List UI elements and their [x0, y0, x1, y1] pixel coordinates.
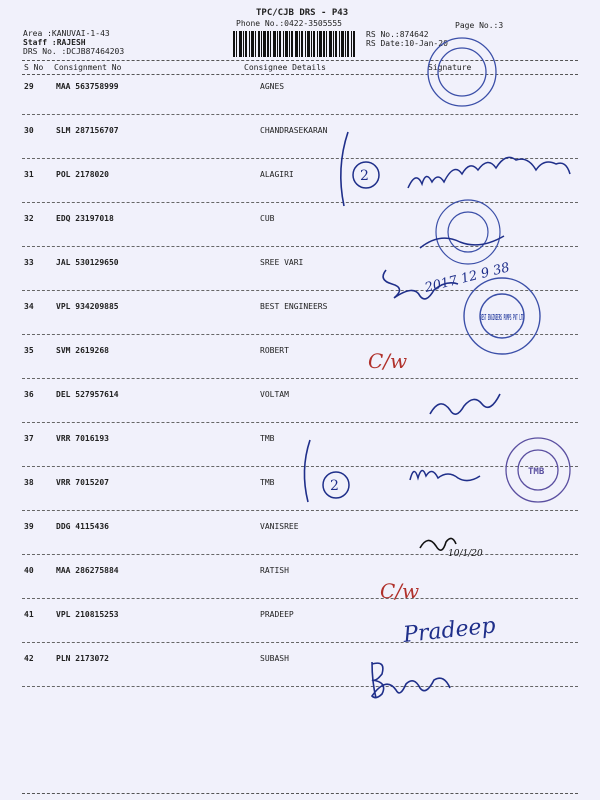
- row-consignee-name: RATISH: [260, 566, 289, 575]
- col-consignment: Consignment No: [54, 63, 122, 72]
- row-consignee-name: VOLTAM: [260, 390, 289, 399]
- signature-mohanapriya: [408, 157, 570, 188]
- page-number: Page No.:3: [455, 21, 504, 30]
- handwritten-date: 2017 12 9 38: [423, 260, 512, 296]
- row-serial-number: 29: [24, 82, 34, 91]
- row-consignment-number: POL 2178020: [56, 170, 109, 179]
- row-serial-number: 39: [24, 522, 34, 531]
- row-consignment-number: VRR 7015207: [56, 478, 109, 487]
- row-consignee-name: CHANDRASEKARAN: [260, 126, 328, 135]
- cw-note-1: C/w: [368, 349, 408, 373]
- tmb-stamp-text: TMB: [528, 467, 545, 477]
- row-serial-number: 30: [24, 126, 34, 135]
- row-consignee-name: PRADEEP: [260, 610, 294, 619]
- row-serial-number: 41: [24, 610, 34, 619]
- row-serial-number: 31: [24, 170, 34, 179]
- bracket-mark-2: [304, 440, 310, 502]
- bank-stamp-top: [428, 38, 496, 106]
- signature-date: 10/1/20: [448, 549, 483, 559]
- signature-voltam: [430, 394, 500, 414]
- circled-2-text-2: 2: [330, 478, 339, 494]
- row-consignment-number: PLN 2173072: [56, 654, 109, 663]
- area-label: Area :KANUVAI-1-43: [23, 29, 110, 38]
- row-consignment-number: MAA 286275884: [56, 566, 119, 575]
- row-serial-number: 37: [24, 434, 34, 443]
- row-consignee-name: TMB: [260, 434, 275, 443]
- row-consignment-number: VPL 210815253: [56, 610, 119, 619]
- signature-subash: [372, 662, 450, 698]
- col-signature: Signature: [428, 63, 472, 72]
- row-consignment-number: VRR 7016193: [56, 434, 109, 443]
- col-sno: S No: [24, 63, 44, 72]
- footer-rule: [22, 793, 578, 794]
- row-consignee-name: SREE VARI: [260, 258, 304, 267]
- row-consignment-number: MAA 563758999: [56, 82, 119, 91]
- row-consignment-number: DEL 527957614: [56, 390, 119, 399]
- row-consignment-number: JAL 530129650: [56, 258, 119, 267]
- staff-label: Staff :RAJESH: [23, 38, 86, 47]
- row-consignment-number: EDQ 23197018: [56, 214, 114, 223]
- row-consignee-name: SUBASH: [260, 654, 289, 663]
- row-consignee-name: ROBERT: [260, 346, 289, 355]
- row-serial-number: 32: [24, 214, 34, 223]
- row-consignment-number: DDG 4115436: [56, 522, 109, 531]
- row-serial-number: 42: [24, 654, 34, 663]
- row-consignee-name: BEST ENGINEERS: [260, 302, 328, 311]
- rs-number: RS No.:874642: [366, 30, 429, 39]
- bracket-mark-1: [341, 132, 348, 206]
- signature-pradeep: Pradeep: [402, 613, 497, 648]
- signature-cub: [420, 236, 504, 248]
- row-serial-number: 40: [24, 566, 34, 575]
- rs-date: RS Date:10-Jan-20: [366, 39, 448, 48]
- col-consignee: Consignee Details: [244, 63, 326, 72]
- row-consignment-number: SLM 287156707: [56, 126, 119, 135]
- row-serial-number: 36: [24, 390, 34, 399]
- row-serial-number: 34: [24, 302, 34, 311]
- row-consignment-number: VPL 934209885: [56, 302, 119, 311]
- row-serial-number: 35: [24, 346, 34, 355]
- cw-note-2: C/w: [380, 579, 420, 603]
- circled-2-text-1: 2: [360, 168, 369, 184]
- row-consignment-number: SVM 2619268: [56, 346, 109, 355]
- row-consignee-name: VANISREE: [260, 522, 299, 531]
- row-consignee-name: AGNES: [260, 82, 285, 91]
- drs-number: DRS No. :DCJB87464203: [23, 47, 125, 56]
- phone-number: Phone No.:0422-3505555: [236, 19, 342, 28]
- signature-tmb: [410, 470, 480, 480]
- best-engineers-stamp-text: BEST ENGINEERS PUMPS PVT LTD: [480, 313, 525, 322]
- cub-stamp: [436, 200, 500, 264]
- row-consignee-name: ALAGIRI: [260, 170, 294, 179]
- row-serial-number: 33: [24, 258, 34, 267]
- row-consignee-name: CUB: [260, 214, 275, 223]
- row-consignee-name: TMB: [260, 478, 275, 487]
- sheet-title: TPC/CJB DRS - P43: [256, 8, 349, 18]
- row-serial-number: 38: [24, 478, 34, 487]
